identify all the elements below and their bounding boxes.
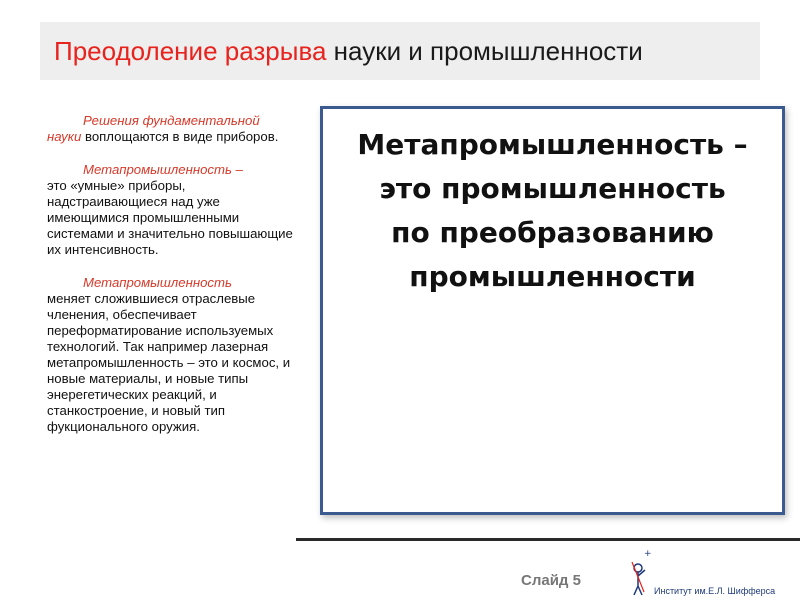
paragraph-3-highlight: Метапромышленность xyxy=(83,275,232,290)
title-bar xyxy=(40,22,760,80)
slide-title xyxy=(54,34,643,68)
svg-text:+: + xyxy=(644,549,652,559)
definition-box xyxy=(320,106,785,515)
title-accent: Преодоление разрыва xyxy=(54,36,327,66)
left-text-column xyxy=(47,113,297,452)
box-line-3: по преобразованию xyxy=(391,216,714,249)
paragraph-1-highlight: Решения фундаментальной науки xyxy=(47,113,260,144)
footer-divider xyxy=(296,538,800,541)
box-line-2: это промышленность xyxy=(379,172,726,205)
title-rest: науки и промышленности xyxy=(326,36,643,66)
institute-logo-icon xyxy=(630,548,652,596)
institute-name: Институт им.Е.Л. Шифферса xyxy=(654,586,776,596)
paragraph-2 xyxy=(47,162,297,258)
box-line-4: промышленности xyxy=(409,260,696,293)
paragraph-1 xyxy=(47,113,297,145)
box-line-1: Метапромышленность – xyxy=(357,128,748,161)
paragraph-3-text: меняет сложившиеся отраслевые членения, обеспечивает переформатирование используемых технологий. Так например лазерная метапромышленность – это и космос, и новые материалы, и новые типы энерегетических реакций, и станкостроение, и новый тип фукционального оружия. xyxy=(47,291,291,434)
paragraph-2-highlight: Метапромышленность – xyxy=(83,162,243,177)
paragraph-1-text: воплощаются в виде приборов. xyxy=(81,129,279,144)
paragraph-3 xyxy=(47,275,297,435)
slide-number: Слайд 5 xyxy=(521,572,581,589)
paragraph-2-text: это «умные» приборы, надстраивающиеся над уже имеющимися промышленными системами и значительно повышающие их интенсивность. xyxy=(47,178,293,257)
